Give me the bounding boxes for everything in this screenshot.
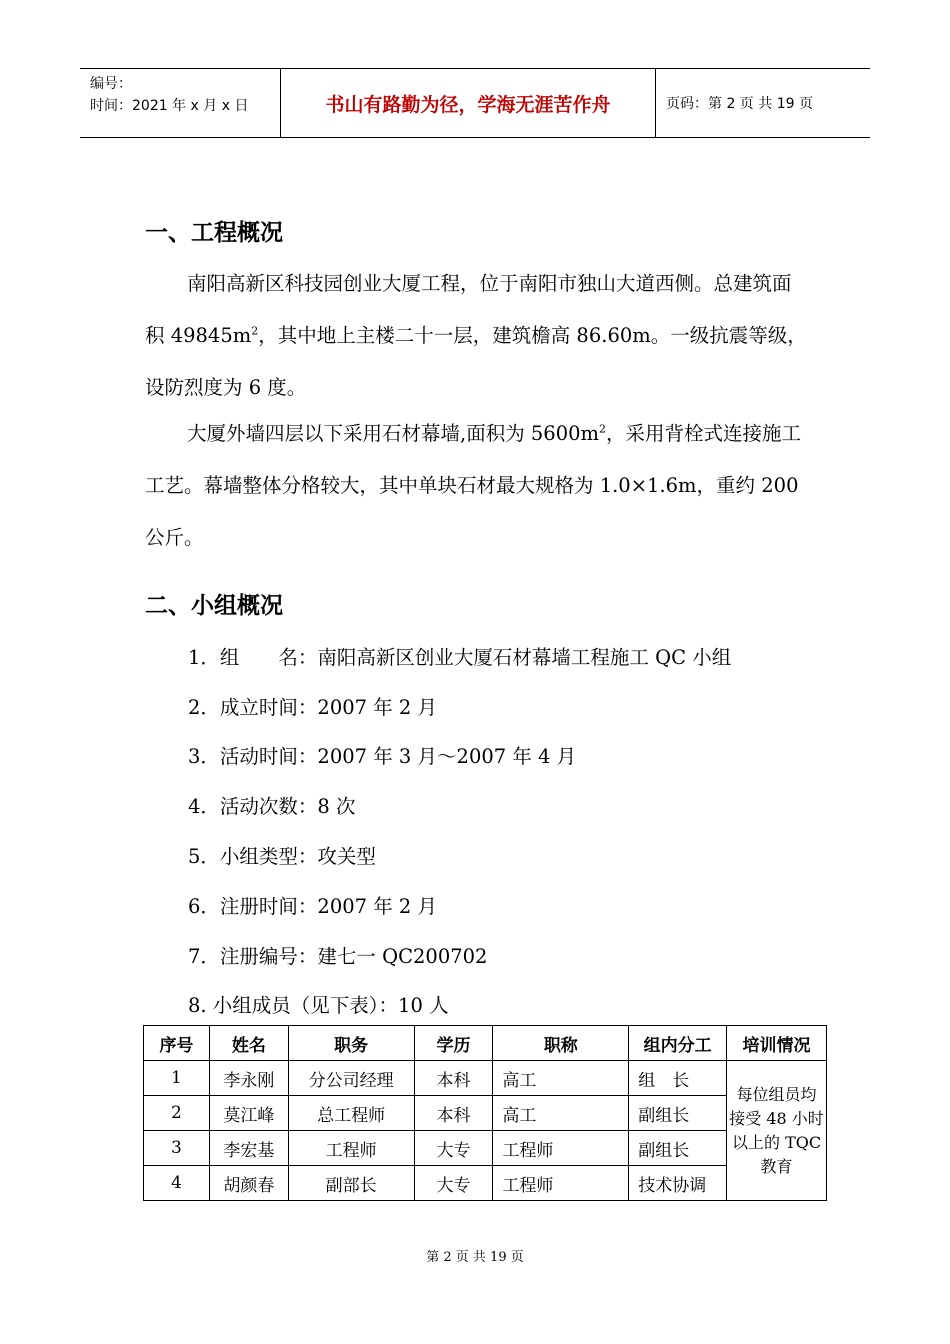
list-item: 5．小组类型：攻关型 [188,845,376,868]
table-row [144,1166,827,1201]
table-cell: 副部长 [288,1166,414,1201]
list-item: 8. 小组成员（见下表）：10 人 [188,994,449,1017]
table-cell: 工程师 [493,1131,629,1166]
table-cell: 李永刚 [209,1061,288,1096]
section-title-group: 二、小组概况 [145,593,283,619]
page-footer: 第 2 页 共 19 页 [426,1250,524,1265]
table-row [144,1131,827,1166]
table-cell: 1 [144,1061,210,1096]
table-cell: 高工 [493,1061,629,1096]
table-cell: 本科 [414,1096,493,1131]
paragraph-project [145,258,810,414]
table-cell: 3 [144,1131,210,1166]
list-item: 7．注册编号：建七一 QC200702 [188,945,488,968]
table-cell: 李宏基 [209,1131,288,1166]
header-cell: 培训情况 [727,1026,827,1061]
table-cell: 高工 [493,1096,629,1131]
list-item: 4．活动次数：8 次 [188,795,356,818]
table-header-row [144,1026,827,1061]
header-cell: 组内分工 [629,1026,727,1061]
para2-sup: 2 [599,422,607,436]
page-label: 页码：第 2 页 共 19 页 [666,96,813,112]
table-cell: 大专 [414,1131,493,1166]
members-table [143,1025,827,1201]
table-cell: 工程师 [493,1166,629,1201]
header-cell: 职称 [493,1026,629,1061]
time-label: 时间：2021 年 x 月 x 日 [90,98,249,114]
table-cell: 技术协调 [629,1166,727,1201]
table-cell: 副组长 [629,1096,727,1131]
table-cell: 2 [144,1096,210,1131]
list-item: 3．活动时间：2007 年 3 月～2007 年 4 月 [188,745,577,768]
table-row [144,1096,827,1131]
table-cell: 总工程师 [288,1096,414,1131]
table-cell: 大专 [414,1166,493,1201]
table-cell: 胡颜春 [209,1166,288,1201]
paragraph-curtain-wall [145,408,810,564]
section-title-overview: 一、工程概况 [145,220,283,246]
list-item: 1．组 名：南阳高新区创业大厦石材幕墙工程施工 QC 小组 [188,646,732,669]
table-cell: 组 长 [629,1061,727,1096]
list-item: 6．注册时间：2007 年 2 月 [188,895,438,918]
para2-text-b: ，采用背栓式连接施工工艺。幕墙整体分格较大，其中单块石材最大规格为 1.0×1.6m，重约 200 公斤。 [145,422,802,549]
header-table [80,68,870,138]
table-cell: 莫江峰 [209,1096,288,1131]
table-cell: 4 [144,1166,210,1201]
para2-text-a: 大厦外墙四层以下采用石材幕墙,面积为 5600m [187,422,600,445]
header-cell: 学历 [414,1026,493,1061]
para1-text-b: ，其中地上主楼二十一层，建筑檐高 86.60m。一级抗震等级，设防烈度为 6 度。 [145,324,807,399]
header-cell: 职务 [288,1026,414,1061]
number-label: 编号： [90,76,132,92]
table-cell: 工程师 [288,1131,414,1166]
para1-text-a: 南阳高新区科技园创业大厦工程，位于南阳市独山大道西侧。总建筑面积 49845m [145,272,792,347]
header-cell: 姓名 [209,1026,288,1061]
header-info-cell [80,69,280,137]
table-cell: 本科 [414,1061,493,1096]
motto: 书山有路勤为径，学海无涯苦作舟 [280,69,656,137]
list-item: 2．成立时间：2007 年 2 月 [188,696,438,719]
table-cell: 副组长 [629,1131,727,1166]
table-row [144,1061,827,1096]
header-cell: 序号 [144,1026,210,1061]
table-cell: 分公司经理 [288,1061,414,1096]
para1-sup: 2 [251,324,259,338]
training-cell: 每位组员均 接受 48 小时以上的 TQC 教育 [727,1061,827,1201]
